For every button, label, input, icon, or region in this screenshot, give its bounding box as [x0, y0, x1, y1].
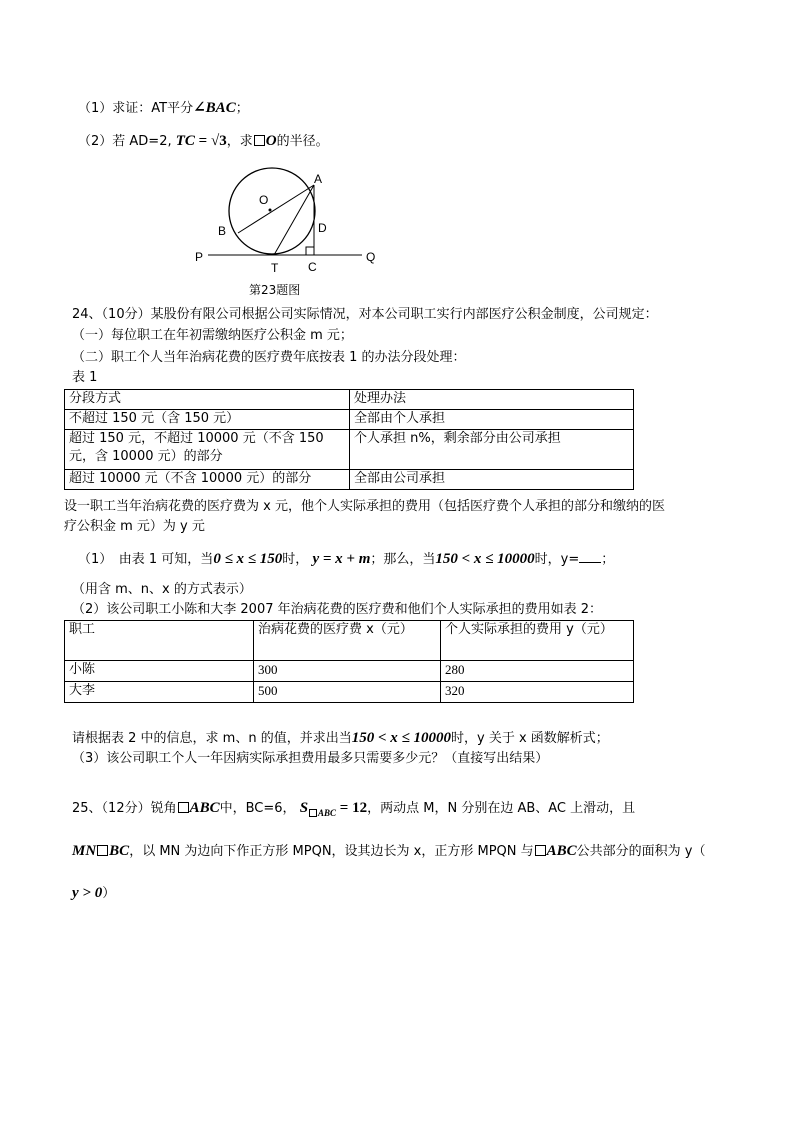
- label-B: B: [218, 224, 227, 238]
- q24-part1: （1） 由表 1 可知，当0 ≤ x ≤ 150时， y = x + m；那么，当150 < x ≤ 10000时，y= ；: [78, 551, 615, 567]
- label-T: T: [271, 261, 279, 275]
- q23-figure: [190, 155, 390, 305]
- q24-intro: 24、（10分）某股份有限公司根据公司实际情况，对本公司职工实行内部医疗公积金制度，公司规定：: [72, 307, 658, 322]
- q24-part1-note: （用含 m、n、x 的方式表示）: [72, 582, 252, 597]
- circle-symbol-icon: [254, 135, 265, 146]
- label-C: C: [308, 260, 317, 274]
- table-row: [65, 470, 634, 490]
- q24-rule2: （二）职工个人当年治病花费的医疗费年底按表 1 的办法分段处理：: [72, 350, 466, 365]
- table-cell: 300: [254, 661, 441, 682]
- chord-AB: [238, 185, 314, 233]
- triangle-symbol-icon: [309, 809, 317, 817]
- table-cell: 全部由公司承担: [350, 470, 634, 490]
- table1: [64, 389, 634, 490]
- triangle-symbol-icon: [535, 845, 546, 856]
- triangle-symbol-icon: [178, 802, 189, 813]
- label-D: D: [318, 221, 327, 235]
- table-cell: 全部由个人承担: [350, 410, 634, 430]
- table-header-cell: 个人实际承担的费用 y（元）: [441, 621, 634, 661]
- table-header-cell: 处理办法: [350, 390, 634, 410]
- q24-rule1: （一）每位职工在年初需缴纳医疗公积金 m 元；: [72, 328, 353, 343]
- figure-caption: 第23题图: [249, 283, 301, 297]
- label-Q: Q: [366, 250, 376, 264]
- table-cell: 280: [441, 661, 634, 682]
- table-cell: 个人承担 n%，剩余部分由公司承担: [350, 430, 634, 470]
- answer-blank[interactable]: [579, 550, 601, 563]
- q24-part2-ask: 请根据表 2 中的信息，求 m、n 的值，并求出当150 < x ≤ 10000时，y 关于 x 函数解析式；: [72, 730, 609, 746]
- table-cell: 不超过 150 元（含 150 元）: [65, 410, 350, 430]
- q24-setup-line1: 设一职工当年治病花费的医疗费为 x 元，他个人实际承担的费用（包括医疗费个人承担的部分和缴纳的医: [64, 499, 665, 514]
- table-header-cell: 分段方式: [65, 390, 350, 410]
- table-row: [65, 661, 634, 682]
- label-P: P: [195, 250, 204, 264]
- table-row: [65, 430, 634, 470]
- table-cell: 320: [441, 682, 634, 703]
- q23-part1: （1）求证：AT平分∠BAC；: [78, 100, 249, 116]
- q25-line1: 25、（12分）锐角 ABC中，BC=6， S $_{ABC}$ = 12，两动点 M，N 分别在边 AB、AC 上滑动，且: [72, 800, 636, 818]
- table-row: [65, 390, 634, 410]
- parallel-symbol-icon: [97, 845, 108, 856]
- center-dot: [269, 209, 272, 212]
- right-angle-mark: [306, 247, 314, 255]
- table1-label: 表 1: [72, 370, 98, 385]
- table-row: [65, 410, 634, 430]
- table-row: [65, 682, 634, 703]
- table-cell: 超过 150 元，不超过 10000 元（不含 150 元，含 10000 元）的部分: [65, 430, 350, 470]
- q24-part3: （3）该公司职工个人一年因病实际承担费用最多只需要多少元？（直接写出结果）: [72, 751, 549, 766]
- q23-part2: （2）若 AD=2, TC = √3，求 O的半径。: [78, 133, 329, 149]
- label-O: O: [259, 193, 269, 207]
- table-cell: 大李: [65, 682, 254, 703]
- segment-AT: [274, 185, 314, 255]
- table2: [64, 620, 634, 703]
- table-cell: 小陈: [65, 661, 254, 682]
- label-A: A: [314, 172, 323, 186]
- table-header-cell: 治病花费的医疗费 x（元）: [254, 621, 441, 661]
- q24-setup-line2: 疗公积金 m 元）为 y 元: [64, 519, 205, 534]
- table-cell: 超过 10000 元（不含 10000 元）的部分: [65, 470, 350, 490]
- q25-line2: MN BC，以 MN 为边向下作正方形 MPQN，设其边长为 x，正方形 MPQN 与 ABC公共部分的面积为 y（: [72, 843, 706, 859]
- q24-part2: （2）该公司职工小陈和大李 2007 年治病花费的医疗费和他们个人实际承担的费用如表 2：: [72, 602, 603, 617]
- table-cell: 500: [254, 682, 441, 703]
- table-header-cell: 职工: [65, 621, 254, 661]
- table-row: [65, 621, 634, 661]
- q25-line3: y > 0）: [72, 885, 116, 901]
